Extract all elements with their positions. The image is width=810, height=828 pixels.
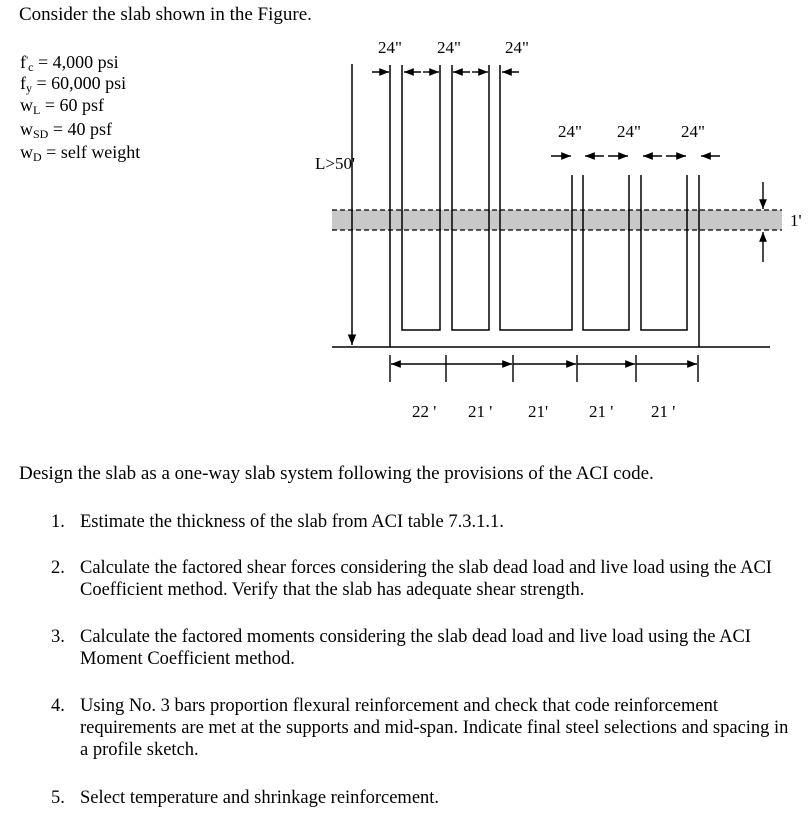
given-wd: $w_D$ = self weight	[20, 142, 141, 164]
slab-band	[332, 210, 782, 230]
given-fc: $f'_c = 4,000$ psi	[20, 52, 119, 74]
beam-channel-1	[402, 65, 440, 330]
task-text: Estimate the thickness of the slab from ACI table 7.3.1.1.	[80, 512, 504, 532]
task-text: Calculate the factored moments considering the slab dead load and live load using the ACI Moment Coefficient method.	[80, 627, 751, 669]
beam-channel-2	[452, 65, 489, 330]
beam-channel-5	[641, 175, 687, 330]
task-text: Using No. 3 bars proportion flexural reinforcement and check that code reinforcement requirements are met at the supports and mid-span. Indicate final steel selections and spacing in a profile sketch.	[80, 696, 789, 760]
length-label: L>50'	[315, 154, 356, 173]
top-width-label-3: 24"	[505, 38, 529, 57]
task-text: Select temperature and shrinkage reinforcement.	[80, 788, 440, 808]
task-text: Calculate the factored shear forces considering the slab dead load and live load using the ACI Coefficient method. Verify that the slab has adequate shear strength.	[80, 558, 772, 600]
thickness-label: 1'	[790, 211, 802, 230]
span-label-1: 22 '	[412, 402, 437, 421]
mid-width-label-1: 24"	[558, 122, 582, 141]
span-label-3: 21'	[528, 402, 549, 421]
task-number: 2.	[51, 558, 65, 578]
task-number: 5.	[51, 788, 65, 808]
task-number: 1.	[51, 512, 65, 532]
span-label-5: 21 '	[651, 402, 676, 421]
mid-width-label-3: 24"	[681, 122, 705, 141]
task-number: 3.	[51, 627, 65, 647]
task-number: 4.	[51, 696, 65, 716]
span-label-2: 21 '	[468, 402, 493, 421]
beam-channel-3	[500, 65, 572, 330]
given-wsd: $w_{SD} = 40$ psf	[20, 119, 112, 141]
top-width-label-1: 24"	[378, 38, 402, 57]
span-label-4: 21 '	[589, 402, 614, 421]
top-width-label-2: 24"	[437, 38, 461, 57]
design-statement: Design the slab as a one-way slab system following the provisions of the ACI code.	[19, 463, 654, 484]
beam-channel-4	[583, 175, 629, 330]
given-fy: $f_y = 60,000$ psi	[20, 73, 127, 95]
given-wl: $w_L = 60$ psf	[20, 95, 104, 117]
span-dimensions	[390, 355, 698, 382]
problem-intro: Consider the slab shown in the Figure.	[19, 4, 312, 25]
beam-outlines	[332, 65, 770, 347]
mid-width-label-2: 24"	[617, 122, 641, 141]
